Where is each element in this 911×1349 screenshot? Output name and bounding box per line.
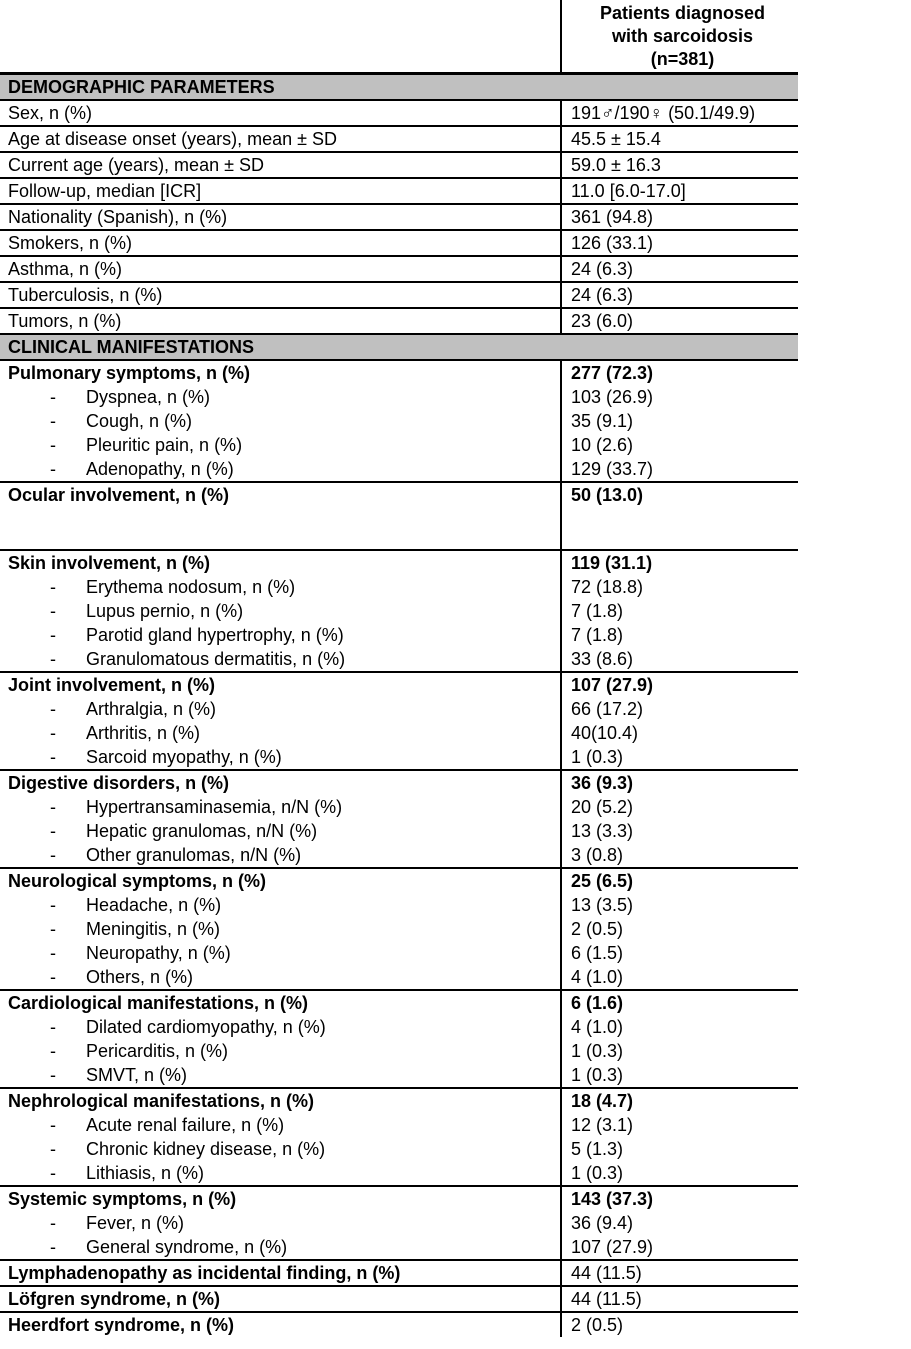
row-value-cell: [562, 205, 798, 229]
row-value: 40(10.4): [571, 723, 639, 743]
patients-header-line-3: (n=381): [650, 49, 715, 69]
row-label-cell: [0, 941, 562, 965]
row-value: 24 (6.3): [571, 285, 634, 305]
row-label-cell: [0, 745, 562, 769]
row-group: [0, 1187, 798, 1261]
row-label-cell: [0, 1211, 562, 1235]
table-row: [0, 745, 798, 769]
table-row: [0, 673, 798, 697]
row-label-cell: [0, 309, 562, 333]
row-label: Lupus pernio, n (%): [86, 601, 244, 621]
row-label: Pulmonary symptoms, n (%): [8, 363, 251, 383]
row-value: 107 (27.9): [571, 1237, 654, 1257]
list-dash: -: [50, 601, 56, 621]
row-value: 277 (72.3): [571, 363, 654, 383]
row-label-cell: [0, 433, 562, 457]
table-row: [0, 599, 798, 623]
row-value: 10 (2.6): [571, 435, 634, 455]
row-label: Dyspnea, n (%): [86, 387, 211, 407]
row-value-cell: [562, 1187, 798, 1211]
table-row: [0, 551, 798, 575]
row-value: 33 (8.6): [571, 649, 634, 669]
row-value-cell: [562, 673, 798, 697]
row-value: 143 (37.3): [571, 1189, 654, 1209]
row-label-cell: [0, 1235, 562, 1259]
row-label: Tuberculosis, n (%): [8, 285, 163, 305]
row-value-cell: [562, 1089, 798, 1113]
row-label: Löfgren syndrome, n (%): [8, 1289, 221, 1309]
row-label-cell: [0, 551, 562, 575]
list-dash: -: [50, 1017, 56, 1037]
row-value: 44 (11.5): [571, 1263, 642, 1283]
row-value: 5 (1.3): [571, 1139, 624, 1159]
row-label: Nationality (Spanish), n (%): [8, 207, 228, 227]
row-label: Tumors, n (%): [8, 311, 122, 331]
row-label-cell: [0, 647, 562, 671]
row-value: 4 (1.0): [571, 967, 624, 987]
row-label-cell: [0, 385, 562, 409]
list-dash: -: [50, 649, 56, 669]
table-row: [0, 893, 798, 917]
table-row: [0, 1113, 798, 1137]
row-label-cell: [0, 457, 562, 481]
row-label: Pericarditis, n (%): [86, 1041, 229, 1061]
list-dash: -: [50, 435, 56, 455]
row-value: 25 (6.5): [571, 871, 634, 891]
list-dash: -: [50, 1163, 56, 1183]
row-value: 45.5 ± 15.4: [571, 129, 661, 149]
section-header-label: CLINICAL MANIFESTATIONS: [8, 337, 254, 357]
row-value-cell: [562, 917, 798, 941]
row-label-cell: [0, 127, 562, 151]
table-row: [0, 941, 798, 965]
row-value: 13 (3.5): [571, 895, 634, 915]
row-label-cell: [0, 179, 562, 203]
row-label: Cardiological manifestations, n (%): [8, 993, 309, 1013]
section-header-bar: [0, 335, 798, 361]
row-value-cell: [562, 1039, 798, 1063]
row-label-cell: [0, 1313, 562, 1337]
row-group: [0, 483, 798, 551]
table-row: [0, 843, 798, 867]
table-row: [0, 125, 798, 151]
row-label: Headache, n (%): [86, 895, 222, 915]
row-value: 6 (1.6): [571, 993, 624, 1013]
row-label: Arthralgia, n (%): [86, 699, 217, 719]
row-label-cell: [0, 101, 562, 125]
row-value: 119 (31.1): [571, 553, 653, 573]
table-row: [0, 647, 798, 671]
table-row: [0, 101, 798, 125]
row-label-cell: [0, 917, 562, 941]
row-value: 126 (33.1): [571, 233, 654, 253]
row-value-cell: [562, 153, 798, 177]
row-label-cell: [0, 1039, 562, 1063]
table-row: [0, 1211, 798, 1235]
row-value-cell: [562, 257, 798, 281]
row-value-cell: [562, 1161, 798, 1185]
table-row: [0, 623, 798, 647]
list-dash: -: [50, 459, 56, 479]
row-label: Acute renal failure, n (%): [86, 1115, 285, 1135]
table-row: [0, 1063, 798, 1087]
row-value-cell: [562, 231, 798, 255]
row-label: Current age (years), mean ± SD: [8, 155, 264, 175]
row-label-cell: [0, 1161, 562, 1185]
list-dash: -: [50, 1237, 56, 1257]
row-value-cell: [562, 1287, 798, 1311]
row-value: 36 (9.3): [571, 773, 634, 793]
list-dash: -: [50, 699, 56, 719]
row-label: Adenopathy, n (%): [86, 459, 234, 479]
row-label: Neuropathy, n (%): [86, 943, 231, 963]
table-row: [0, 483, 798, 549]
table-row: [0, 1261, 798, 1285]
row-value-cell: [562, 623, 798, 647]
row-label-cell: [0, 721, 562, 745]
list-dash: -: [50, 1041, 56, 1061]
row-group: [0, 361, 798, 483]
table-row: [0, 409, 798, 433]
table-row: [0, 281, 798, 307]
table-row: [0, 697, 798, 721]
row-value: 3 (0.8): [571, 845, 624, 865]
list-dash: -: [50, 1213, 56, 1233]
row-value: 2 (0.5): [571, 919, 624, 939]
row-label: Ocular involvement, n (%): [8, 485, 230, 505]
row-label-cell: [0, 697, 562, 721]
patients-header-line-1: Patients diagnosed: [599, 3, 766, 23]
table-row: [0, 385, 798, 409]
row-value-cell: [562, 283, 798, 307]
row-label-cell: [0, 1187, 562, 1211]
row-value-cell: [562, 575, 798, 599]
table-row: [0, 203, 798, 229]
row-label: Dilated cardiomyopathy, n (%): [86, 1017, 326, 1037]
row-label: Smokers, n (%): [8, 233, 133, 253]
row-label: Hepatic granulomas, n/N (%): [86, 821, 318, 841]
table-row: [0, 1039, 798, 1063]
table-row: [0, 255, 798, 281]
row-label: Joint involvement, n (%): [8, 675, 216, 695]
row-label-cell: [0, 231, 562, 255]
row-value-cell: [562, 893, 798, 917]
row-group: [0, 673, 798, 771]
row-value: 1 (0.3): [571, 1041, 624, 1061]
row-value: 7 (1.8): [571, 601, 624, 621]
row-label-cell: [0, 1113, 562, 1137]
row-label: Chronic kidney disease, n (%): [86, 1139, 326, 1159]
row-value-cell: [562, 771, 798, 795]
list-dash: -: [50, 967, 56, 987]
row-value: 13 (3.3): [571, 821, 634, 841]
row-value: 20 (5.2): [571, 797, 634, 817]
table-row: [0, 1287, 798, 1311]
row-value-cell: [562, 309, 798, 333]
row-label: Parotid gland hypertrophy, n (%): [86, 625, 344, 645]
row-value-cell: [562, 1261, 798, 1285]
row-value: 12 (3.1): [571, 1115, 634, 1135]
table-body: [0, 75, 798, 1337]
list-dash: -: [50, 411, 56, 431]
list-dash: -: [50, 1115, 56, 1135]
table-row: [0, 177, 798, 203]
patients-column-header: [562, 0, 798, 72]
row-value: 7 (1.8): [571, 625, 624, 645]
row-value-cell: [562, 869, 798, 893]
row-value-cell: [562, 843, 798, 867]
row-label: Neurological symptoms, n (%): [8, 871, 267, 891]
row-value-cell: [562, 361, 798, 385]
row-value: 23 (6.0): [571, 311, 634, 331]
section-header-label: DEMOGRAPHIC PARAMETERS: [8, 77, 275, 97]
table-row: [0, 1161, 798, 1185]
section-header-bar: [0, 75, 798, 101]
row-label: Lymphadenopathy as incidental finding, n (%): [8, 1263, 401, 1283]
row-label: Arthritis, n (%): [86, 723, 201, 743]
row-label-cell: [0, 1287, 562, 1311]
row-value-cell: [562, 965, 798, 989]
list-dash: -: [50, 943, 56, 963]
row-value: 1 (0.3): [571, 1163, 624, 1183]
row-label-cell: [0, 361, 562, 385]
row-label-cell: [0, 409, 562, 433]
header-empty-cell: [0, 0, 562, 72]
row-value: 24 (6.3): [571, 259, 634, 279]
row-label: Systemic symptoms, n (%): [8, 1189, 237, 1209]
row-value-cell: [562, 1015, 798, 1039]
row-value-cell: [562, 1235, 798, 1259]
row-value: 107 (27.9): [571, 675, 654, 695]
row-value-cell: [562, 457, 798, 481]
list-dash: -: [50, 1065, 56, 1085]
table-row: [0, 457, 798, 481]
row-label: Pleuritic pain, n (%): [86, 435, 243, 455]
row-label-cell: [0, 771, 562, 795]
row-value-cell: [562, 1113, 798, 1137]
row-value-cell: [562, 101, 798, 125]
row-label-cell: [0, 153, 562, 177]
row-label: Hypertransaminasemia, n/N (%): [86, 797, 343, 817]
row-value-cell: [562, 1063, 798, 1087]
row-value: 2 (0.5): [571, 1315, 624, 1335]
row-label-cell: [0, 819, 562, 843]
row-label: Meningitis, n (%): [86, 919, 221, 939]
row-label: Asthma, n (%): [8, 259, 123, 279]
row-label: Nephrological manifestations, n (%): [8, 1091, 315, 1111]
list-dash: -: [50, 387, 56, 407]
table-row: [0, 1015, 798, 1039]
table-row: [0, 819, 798, 843]
table-row: [0, 771, 798, 795]
row-value: 72 (18.8): [571, 577, 644, 597]
table-row: [0, 361, 798, 385]
table-row: [0, 869, 798, 893]
list-dash: -: [50, 797, 56, 817]
table-row: [0, 991, 798, 1015]
row-label-cell: [0, 483, 562, 549]
row-value: 1 (0.3): [571, 747, 624, 767]
row-label-cell: [0, 623, 562, 647]
row-value-cell: [562, 721, 798, 745]
table-header-row: [0, 0, 798, 75]
table-row: [0, 965, 798, 989]
row-label-cell: [0, 283, 562, 307]
row-value-cell: [562, 385, 798, 409]
row-label-cell: [0, 575, 562, 599]
row-value: 11.0 [6.0-17.0]: [571, 181, 686, 201]
row-label-cell: [0, 1015, 562, 1039]
row-label-cell: [0, 599, 562, 623]
table-row: [0, 1235, 798, 1259]
row-value-cell: [562, 745, 798, 769]
row-value-cell: [562, 819, 798, 843]
row-label: Cough, n (%): [86, 411, 193, 431]
row-group: [0, 1287, 798, 1313]
row-label: Lithiasis, n (%): [86, 1163, 205, 1183]
row-label: Granulomatous dermatitis, n (%): [86, 649, 346, 669]
row-value: 129 (33.7): [571, 459, 654, 479]
table-row: [0, 1137, 798, 1161]
list-dash: -: [50, 577, 56, 597]
row-label: Erythema nodosum, n (%): [86, 577, 296, 597]
row-label-cell: [0, 1261, 562, 1285]
row-group: [0, 1261, 798, 1287]
row-group: [0, 551, 798, 673]
row-value-cell: [562, 991, 798, 1015]
row-value-cell: [562, 599, 798, 623]
table-row: [0, 1187, 798, 1211]
row-value: 59.0 ± 16.3: [571, 155, 661, 175]
list-dash: -: [50, 821, 56, 841]
row-value: 44 (11.5): [571, 1289, 642, 1309]
row-label: Other granulomas, n/N (%): [86, 845, 302, 865]
table-row: [0, 1313, 798, 1337]
row-value-cell: [562, 1137, 798, 1161]
row-group: [0, 771, 798, 869]
row-value-cell: [562, 697, 798, 721]
list-dash: -: [50, 723, 56, 743]
list-dash: -: [50, 919, 56, 939]
row-label-cell: [0, 843, 562, 867]
row-group: [0, 101, 798, 335]
row-label-cell: [0, 1063, 562, 1087]
row-label-cell: [0, 991, 562, 1015]
row-value: 1 (0.3): [571, 1065, 624, 1085]
row-label: Age at disease onset (years), mean ± SD: [8, 129, 338, 149]
row-label: Follow-up, median [ICR]: [8, 181, 202, 201]
row-value-cell: [562, 483, 798, 549]
list-dash: -: [50, 845, 56, 865]
row-label-cell: [0, 673, 562, 697]
row-value: 361 (94.8): [571, 207, 654, 227]
row-value-cell: [562, 409, 798, 433]
row-label: Sex, n (%): [8, 103, 93, 123]
row-label-cell: [0, 257, 562, 281]
row-label: SMVT, n (%): [86, 1065, 188, 1085]
row-label-cell: [0, 893, 562, 917]
row-value: 4 (1.0): [571, 1017, 624, 1037]
row-label-cell: [0, 795, 562, 819]
row-label: General syndrome, n (%): [86, 1237, 288, 1257]
row-value: 6 (1.5): [571, 943, 624, 963]
row-value-cell: [562, 551, 798, 575]
row-group: [0, 1313, 798, 1337]
patients-header-line-2: with sarcoidosis: [611, 26, 754, 46]
table-row: [0, 917, 798, 941]
row-label-cell: [0, 965, 562, 989]
row-label-cell: [0, 205, 562, 229]
row-value-cell: [562, 1313, 798, 1337]
table-row: [0, 307, 798, 333]
table-row: [0, 575, 798, 599]
row-value: 35 (9.1): [571, 411, 634, 431]
row-value: 66 (17.2): [571, 699, 644, 719]
list-dash: -: [50, 895, 56, 915]
table-row: [0, 229, 798, 255]
row-group: [0, 991, 798, 1089]
row-value-cell: [562, 1211, 798, 1235]
row-label-cell: [0, 1089, 562, 1113]
row-label: Skin involvement, n (%): [8, 553, 211, 573]
row-group: [0, 869, 798, 991]
row-value-cell: [562, 795, 798, 819]
table-row: [0, 721, 798, 745]
row-label: Others, n (%): [86, 967, 194, 987]
table-row: [0, 1089, 798, 1113]
row-value-cell: [562, 127, 798, 151]
row-label-cell: [0, 869, 562, 893]
row-value-cell: [562, 647, 798, 671]
row-label-cell: [0, 1137, 562, 1161]
list-dash: -: [50, 747, 56, 767]
row-value: 36 (9.4): [571, 1213, 634, 1233]
row-value-cell: [562, 941, 798, 965]
row-label: Digestive disorders, n (%): [8, 773, 230, 793]
list-dash: -: [50, 625, 56, 645]
table-row: [0, 433, 798, 457]
row-value-cell: [562, 179, 798, 203]
row-value-cell: [562, 433, 798, 457]
row-label: Fever, n (%): [86, 1213, 185, 1233]
row-label: Sarcoid myopathy, n (%): [86, 747, 282, 767]
list-dash: -: [50, 1139, 56, 1159]
row-label: Heerdfort syndrome, n (%): [8, 1315, 235, 1335]
row-value: 50 (13.0): [571, 485, 644, 505]
table-row: [0, 151, 798, 177]
row-value: 18 (4.7): [571, 1091, 634, 1111]
row-value: 103 (26.9): [571, 387, 654, 407]
row-value: 191♂/190♀ (50.1/49.9): [571, 103, 756, 123]
table-row: [0, 795, 798, 819]
row-group: [0, 1089, 798, 1187]
